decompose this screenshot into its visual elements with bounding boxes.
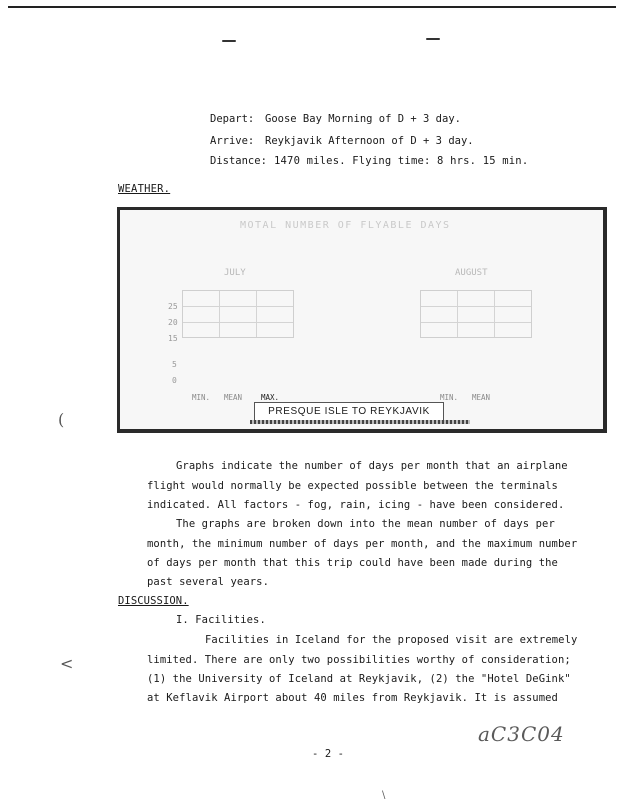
july-chart-label: JULY [224, 268, 246, 278]
paragraph-line: Facilities in Iceland for the proposed visit are extremely [205, 634, 578, 646]
paragraph-line: The graphs are broken down into the mean number of days per [176, 518, 555, 530]
depart-value: Goose Bay Morning of D + 3 day. [265, 113, 461, 125]
august-chart-label: AUGUST [455, 268, 488, 278]
weather-figure [117, 207, 607, 433]
y-tick-label: 0 [172, 376, 177, 385]
x-category-label: MIN. [192, 393, 211, 402]
margin-mark: ( [58, 410, 65, 429]
figure-bottom-strip [250, 420, 470, 424]
y-tick-label: 15 [168, 334, 178, 343]
paragraph-line: Graphs indicate the number of days per month that an airplane [176, 460, 568, 472]
margin-mark: \ [382, 790, 386, 801]
paragraph-line: (1) the University of Iceland at Reykjavik, (2) the "Hotel DeGink" [147, 673, 571, 685]
x-category-label: MEAN [224, 393, 243, 402]
figure-title: MOTAL NUMBER OF FLYABLE DAYS [240, 220, 451, 231]
paragraph-line: limited. There are only two possibilities worthy of consideration; [147, 654, 571, 666]
top-border-line [8, 6, 616, 8]
x-category-label: MEAN [472, 393, 491, 402]
punch-mark [426, 38, 440, 40]
figure-caption: PRESQUE ISLE TO REYKJAVIK [254, 402, 444, 422]
arrive-label: Arrive: [210, 135, 255, 147]
paragraph-line: at Keflavik Airport about 40 miles from Reykjavik. It is assumed [147, 692, 558, 704]
paragraph-line: flight would normally be expected possible between the terminals [147, 480, 558, 492]
page-number: - 2 - [312, 748, 345, 760]
paragraph-line: of days per month that this trip could have been made during the [147, 557, 558, 569]
depart-label: Depart: [210, 113, 255, 125]
july-chart-grid [182, 290, 294, 338]
paragraph-line: past several years. [147, 576, 270, 588]
discussion-heading: DISCUSSION. [118, 595, 189, 607]
august-chart-grid [420, 290, 532, 338]
punch-mark [222, 40, 236, 42]
weather-heading: WEATHER. [118, 183, 171, 195]
distance-label: Distance: [210, 155, 267, 167]
handwritten-note: aC3C04 [478, 722, 565, 746]
x-category-label: MAX. [261, 393, 280, 402]
arrive-value: Reykjavik Afternoon of D + 3 day. [265, 135, 474, 147]
paragraph-line: indicated. All factors - fog, rain, icing - have been considered. [147, 499, 565, 511]
margin-mark: < [60, 654, 74, 673]
y-tick-label: 25 [168, 302, 178, 311]
section-heading: I. Facilities. [176, 614, 266, 626]
y-tick-label: 5 [172, 360, 177, 369]
distance-value: 1470 miles. Flying time: 8 hrs. 15 min. [274, 155, 529, 167]
y-tick-label: 20 [168, 318, 178, 327]
paragraph-line: month, the minimum number of days per month, and the maximum number [147, 538, 578, 550]
x-category-label: MIN. [440, 393, 459, 402]
